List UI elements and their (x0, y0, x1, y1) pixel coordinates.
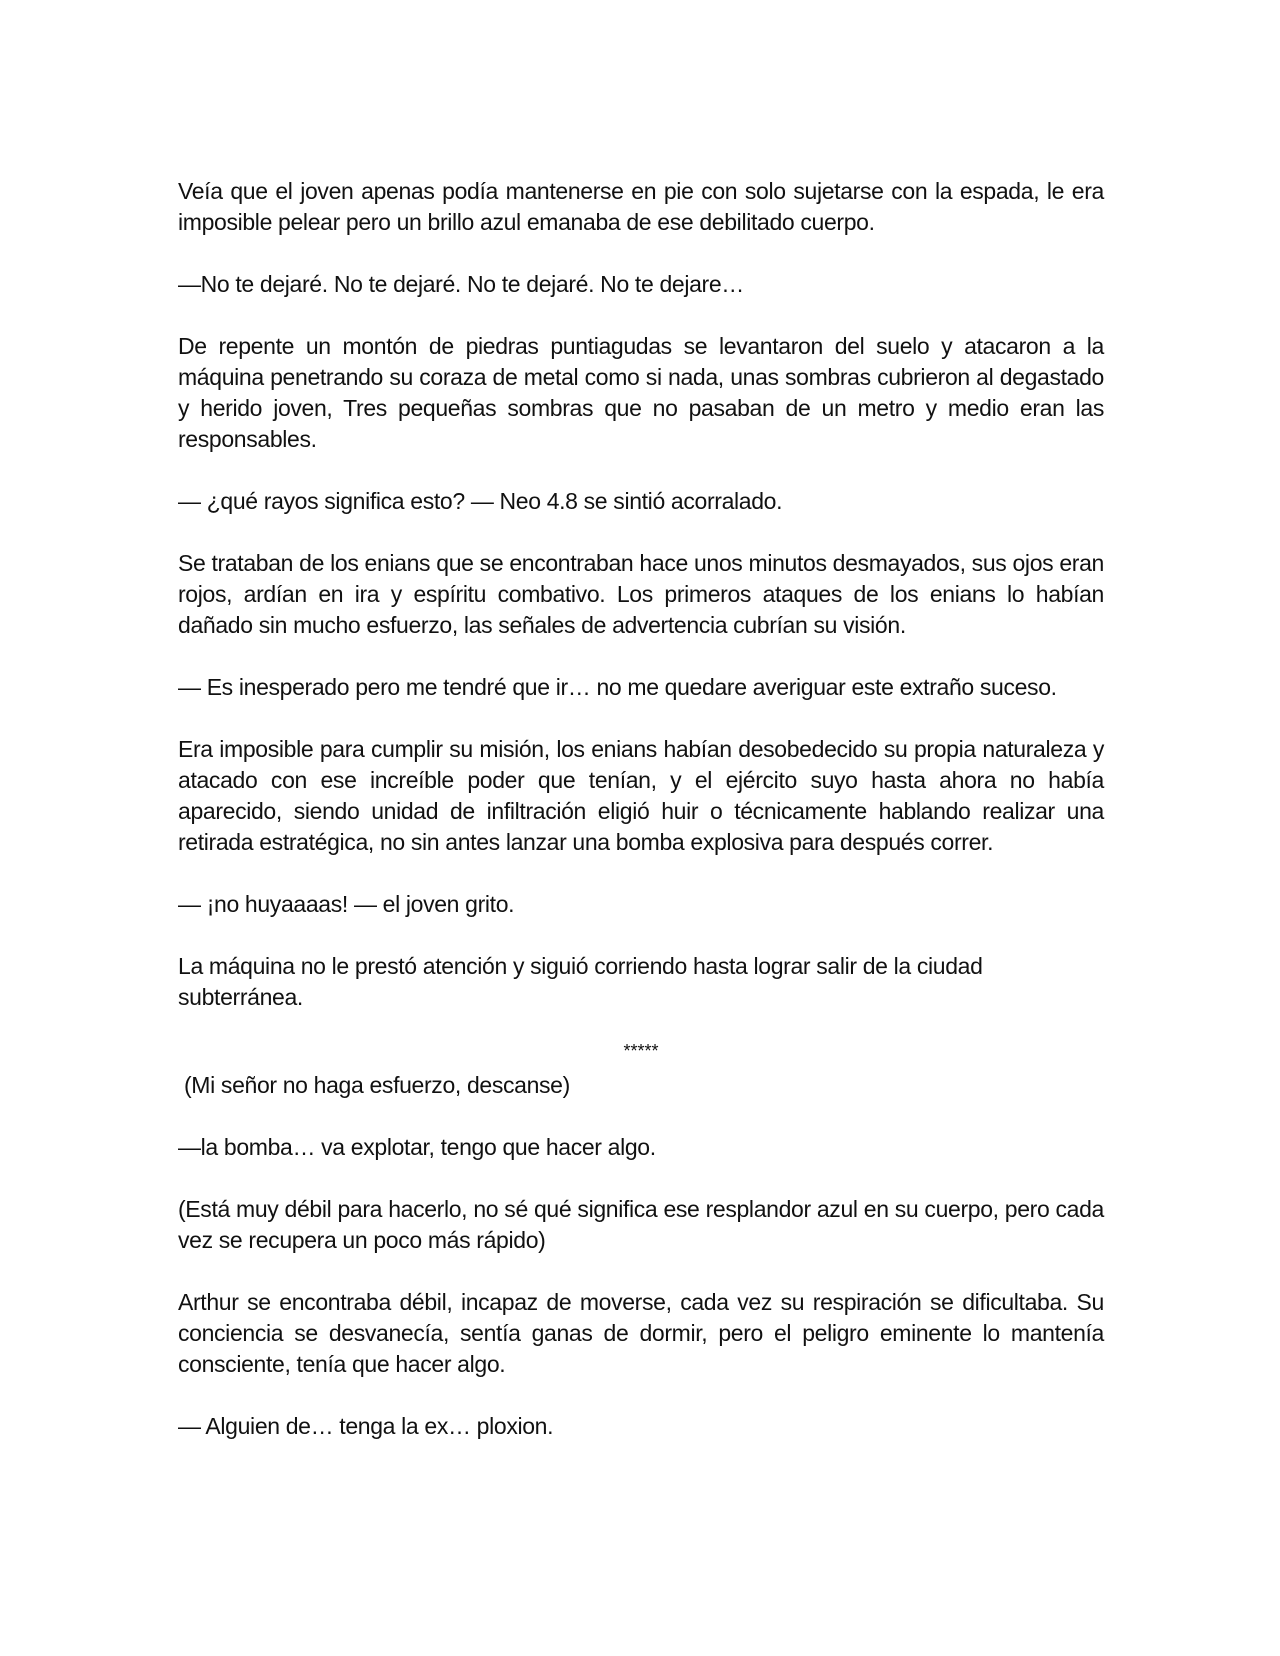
paragraph: Se trataban de los enians que se encontraban hace unos minutos desmayados, sus ojos eran rojos, ardían en ira y espíritu combativo. Los primeros ataques de los enians lo habían dañado sin mucho esfuerzo, las señales de advertencia cubrían su visión. (178, 550, 1104, 638)
dialogue-line: (Mi señor no haga esfuerzo, descanse) (184, 1072, 570, 1098)
paragraph: Veía que el joven apenas podía mantenerse en pie con solo sujetarse con la espada, le era imposible pelear pero un brillo azul emanaba de ese debilitado cuerpo. (178, 178, 1104, 235)
dialogue-line: — ¿qué rayos significa esto? — Neo 4.8 se sintió acorralado. (178, 488, 783, 514)
paragraph: (Está muy débil para hacerlo, no sé qué significa ese resplandor azul en su cuerpo, pero cada vez se recupera un poco más rápido) (178, 1196, 1104, 1253)
dialogue-line: —No te dejaré. No te dejaré. No te dejaré. No te dejare… (178, 271, 744, 297)
dialogue-line: —la bomba… va explotar, tengo que hacer algo. (178, 1134, 656, 1160)
document-body (178, 176, 1104, 1473)
paragraph: Arthur se encontraba débil, incapaz de moverse, cada vez su respiración se dificultaba. Su conciencia se desvanecía, sentía ganas de dormir, pero el peligro eminente lo mantenía consciente, tenía que hacer algo. (178, 1289, 1104, 1377)
paragraph: Era imposible para cumplir su misión, los enians habían desobedecido su propia naturaleza y atacado con ese increíble poder que tenían, y el ejército suyo hasta ahora no había aparecido, siendo unidad de infiltración eligió huir o técnicamente hablando realizar una retirada estratégica, no sin antes lanzar una bomba explosiva para después correr. (178, 736, 1104, 855)
paragraph: De repente un montón de piedras puntiagudas se levantaron del suelo y atacaron a la máquina penetrando su coraza de metal como si nada, unas sombras cubrieron al degastado y herido joven, Tres pequeñas sombras que no pasaban de un metro y medio eran las responsables. (178, 333, 1104, 452)
dialogue-line: — Es inesperado pero me tendré que ir… no me quedare averiguar este extraño suceso. (178, 674, 1057, 700)
paragraph: La máquina no le prestó atención y siguió corriendo hasta lograr salir de la ciudad subterránea. (178, 953, 983, 1010)
dialogue-line: — Alguien de… tenga la ex… ploxion. (178, 1413, 554, 1439)
dialogue-line: — ¡no huyaaaas! — el joven grito. (178, 891, 515, 917)
scene-separator: ***** (623, 1041, 659, 1061)
